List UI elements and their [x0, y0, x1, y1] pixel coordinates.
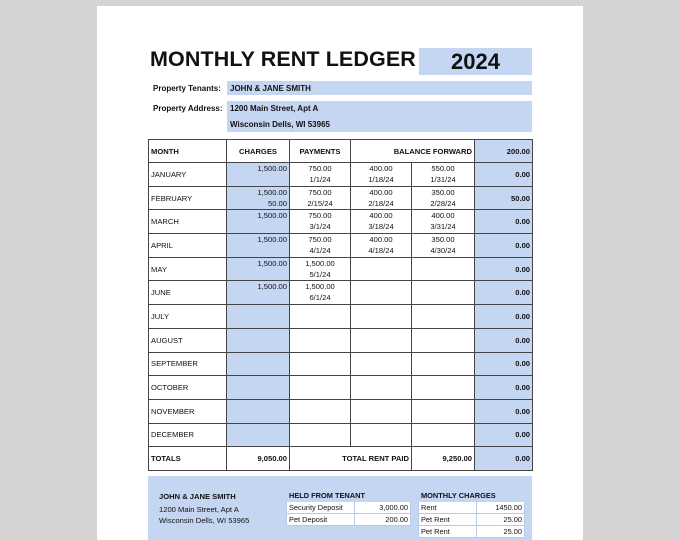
- payment-cell-2-line-1: 400.00: [369, 163, 393, 173]
- held-title: HELD FROM TENANT: [287, 490, 411, 502]
- month-cell: FEBRUARY: [149, 186, 227, 210]
- tenants-label: Property Tenants:: [153, 84, 221, 93]
- payment-cell-1-line-2: 4/1/24: [309, 245, 331, 255]
- payment-cell-1[interactable]: [290, 376, 351, 400]
- payment-cell-3-line-1: 350.00: [431, 187, 455, 197]
- month-cell: MAY: [149, 257, 227, 281]
- header-charges: CHARGES: [227, 140, 290, 163]
- charges-cell[interactable]: [227, 423, 290, 447]
- balance-cell: 50.00: [475, 186, 533, 210]
- month-cell: MARCH: [149, 210, 227, 234]
- month-cell: AUGUST: [149, 328, 227, 352]
- charges-cell[interactable]: [227, 305, 290, 329]
- payment-cell-3[interactable]: [412, 257, 475, 281]
- charges-cell[interactable]: [227, 352, 290, 376]
- payment-cell-3[interactable]: [412, 328, 475, 352]
- footer-address-1: 1200 Main Street, Apt A: [159, 505, 239, 514]
- payment-cell-2-line-2: 3/18/24: [368, 222, 394, 232]
- balance-cell: 0.00: [475, 376, 533, 400]
- year-value: 2024: [451, 48, 500, 74]
- summary-footer: [148, 476, 532, 540]
- totals-row: [149, 447, 533, 471]
- held-item-label: Pet Deposit: [287, 514, 355, 526]
- charges-cell[interactable]: [227, 281, 290, 305]
- monthly-charge-label: Pet Rent: [419, 514, 477, 526]
- payment-cell-1[interactable]: [290, 399, 351, 423]
- footer-address-2: Wisconsin Dells, WI 53965: [159, 516, 250, 525]
- month-cell: SEPTEMBER: [149, 352, 227, 376]
- payment-cell-2[interactable]: [351, 234, 412, 258]
- payment-cell-2[interactable]: [351, 423, 412, 447]
- held-item-row: [287, 514, 411, 526]
- totals-label: TOTALS: [149, 447, 227, 471]
- payment-cell-3-line-2: 3/31/24: [430, 222, 456, 232]
- payment-cell-3[interactable]: [412, 163, 475, 187]
- payment-cell-1[interactable]: [290, 234, 351, 258]
- payment-cell-2[interactable]: [351, 281, 412, 305]
- table-row: [149, 305, 533, 329]
- balance-cell: 0.00: [475, 423, 533, 447]
- table-row: [149, 210, 533, 234]
- month-cell: NOVEMBER: [149, 399, 227, 423]
- monthly-charge-label: Rent: [419, 502, 477, 514]
- monthly-charge-row: [419, 526, 525, 538]
- table-row: [149, 399, 533, 423]
- payment-cell-3[interactable]: [412, 423, 475, 447]
- payment-cell-1[interactable]: [290, 210, 351, 234]
- payment-cell-3-line-1: 400.00: [431, 211, 455, 221]
- payment-cell-1-line-2: 1/1/24: [309, 174, 331, 184]
- payment-cell-1-line-1: 1,500.00: [305, 282, 335, 292]
- payment-cell-3[interactable]: [412, 234, 475, 258]
- month-cell: JANUARY: [149, 163, 227, 187]
- payment-cell-1[interactable]: [290, 186, 351, 210]
- table-row: [149, 352, 533, 376]
- month-cell: JUNE: [149, 281, 227, 305]
- table-row: [149, 234, 533, 258]
- payment-cell-2[interactable]: [351, 210, 412, 234]
- total-rent-paid: 9,250.00: [412, 447, 475, 471]
- month-cell: APRIL: [149, 234, 227, 258]
- charges-cell[interactable]: [227, 210, 290, 234]
- held-item-value[interactable]: 3,000.00: [355, 502, 411, 514]
- payment-cell-3-line-2: 2/28/24: [430, 198, 456, 208]
- address-label: Property Address:: [153, 104, 223, 113]
- payment-cell-1-line-2: 5/1/24: [309, 269, 331, 279]
- payment-cell-2[interactable]: [351, 257, 412, 281]
- balance-cell: 0.00: [475, 210, 533, 234]
- header-payments: PAYMENTS: [290, 140, 351, 163]
- payment-cell-1[interactable]: [290, 423, 351, 447]
- payment-cell-1-line-2: 2/15/24: [307, 198, 333, 208]
- payment-cell-1-line-1: 1,500.00: [305, 258, 335, 268]
- monthly-charges-table: [418, 489, 525, 538]
- payment-cell-1-line-2: 3/1/24: [309, 222, 331, 232]
- monthly-charge-value[interactable]: 25.00: [477, 514, 525, 526]
- payment-cell-1-line-1: 750.00: [308, 234, 332, 244]
- charges-cell-line-1: 1,500.00: [257, 282, 287, 292]
- tenants-field[interactable]: [227, 81, 532, 95]
- year-box: [419, 48, 532, 75]
- payment-cell-2[interactable]: [351, 399, 412, 423]
- charges-cell[interactable]: [227, 328, 290, 352]
- payment-cell-3[interactable]: [412, 186, 475, 210]
- payment-cell-3[interactable]: [412, 281, 475, 305]
- header-month: MONTH: [149, 140, 227, 163]
- payment-cell-1[interactable]: [290, 163, 351, 187]
- month-cell: DECEMBER: [149, 423, 227, 447]
- ledger-page: [97, 6, 583, 540]
- payment-cell-1[interactable]: [290, 328, 351, 352]
- header-balance-forward: BALANCE FORWARD: [351, 140, 475, 163]
- balance-cell: 0.00: [475, 257, 533, 281]
- month-cell: JULY: [149, 305, 227, 329]
- payment-cell-2[interactable]: [351, 163, 412, 187]
- charges-cell-line-1: 1,500.00: [257, 234, 287, 244]
- monthly-charge-row: [419, 514, 525, 526]
- ledger-table: [148, 139, 533, 471]
- payment-cell-3[interactable]: [412, 352, 475, 376]
- charges-cell[interactable]: [227, 163, 290, 187]
- held-item-label: Security Deposit: [287, 502, 355, 514]
- table-row: [149, 257, 533, 281]
- address-line-1: 1200 Main Street, Apt A: [230, 104, 319, 113]
- charges-cell-line-1: 1,500.00: [257, 258, 287, 268]
- payment-cell-2-line-1: 400.00: [369, 211, 393, 221]
- payment-cell-2-line-2: 1/18/24: [368, 174, 394, 184]
- payment-cell-3[interactable]: [412, 305, 475, 329]
- address-field[interactable]: [227, 101, 532, 132]
- balance-cell: 0.00: [475, 328, 533, 352]
- balance-cell: 0.00: [475, 399, 533, 423]
- charges-cell[interactable]: [227, 257, 290, 281]
- table-row: [149, 328, 533, 352]
- payment-cell-3[interactable]: [412, 399, 475, 423]
- tenants-value: JOHN & JANE SMITH: [230, 84, 311, 93]
- table-row: [149, 281, 533, 305]
- payment-cell-1-line-1: 750.00: [308, 187, 332, 197]
- balance-cell: 0.00: [475, 163, 533, 187]
- payment-cell-1[interactable]: [290, 352, 351, 376]
- payment-cell-3-line-1: 550.00: [431, 163, 455, 173]
- payment-cell-3[interactable]: [412, 376, 475, 400]
- payment-cell-2[interactable]: [351, 186, 412, 210]
- monthly-charge-value[interactable]: 25.00: [477, 526, 525, 538]
- charges-cell-line-1: 1,500.00: [257, 163, 287, 173]
- charges-cell-line-1: 1,500.00: [257, 187, 287, 197]
- balance-cell: 0.00: [475, 281, 533, 305]
- payment-cell-3-line-1: 350.00: [431, 234, 455, 244]
- held-item-row: [287, 502, 411, 514]
- charges-cell[interactable]: [227, 186, 290, 210]
- payment-cell-1-line-1: 750.00: [308, 163, 332, 173]
- totals-charges: 9,050.00: [227, 447, 290, 471]
- payment-cell-3-line-2: 1/31/24: [430, 174, 456, 184]
- payment-cell-1-line-2: 6/1/24: [309, 293, 331, 303]
- payment-cell-3[interactable]: [412, 210, 475, 234]
- monthly-charge-label: Pet Rent: [419, 526, 477, 538]
- table-row: [149, 186, 533, 210]
- payment-cell-2-line-2: 4/18/24: [368, 245, 394, 255]
- monthly-charge-row: [419, 502, 525, 514]
- charges-cell[interactable]: [227, 399, 290, 423]
- payment-cell-1[interactable]: [290, 305, 351, 329]
- footer-name: JOHN & JANE SMITH: [159, 492, 236, 501]
- held-from-tenant-table: [286, 489, 411, 526]
- balance-cell: 0.00: [475, 352, 533, 376]
- balance-cell: 0.00: [475, 305, 533, 329]
- payment-cell-2[interactable]: [351, 305, 412, 329]
- payment-cell-1[interactable]: [290, 257, 351, 281]
- payment-cell-2-line-1: 400.00: [369, 187, 393, 197]
- table-row: [149, 376, 533, 400]
- table-header-row: [149, 140, 533, 163]
- table-row: [149, 423, 533, 447]
- charges-cell-line-2: 50.00: [267, 198, 287, 208]
- monthly-charge-value[interactable]: 1450.00: [477, 502, 525, 514]
- header-balance-forward-value: 200.00: [475, 140, 533, 163]
- payment-cell-2-line-1: 400.00: [369, 234, 393, 244]
- charges-cell[interactable]: [227, 234, 290, 258]
- payment-cell-2[interactable]: [351, 328, 412, 352]
- payment-cell-1-line-1: 750.00: [308, 211, 332, 221]
- month-cell: OCTOBER: [149, 376, 227, 400]
- totals-balance: 0.00: [475, 447, 533, 471]
- monthly-title: MONTHLY CHARGES: [419, 490, 525, 502]
- payment-cell-1[interactable]: [290, 281, 351, 305]
- balance-cell: 0.00: [475, 234, 533, 258]
- charges-cell-line-1: 1,500.00: [257, 211, 287, 221]
- payment-cell-2-line-2: 2/18/24: [368, 198, 394, 208]
- payment-cell-3-line-2: 4/30/24: [430, 245, 456, 255]
- address-line-2: Wisconsin Dells, WI 53965: [230, 120, 330, 129]
- charges-cell[interactable]: [227, 376, 290, 400]
- payment-cell-2[interactable]: [351, 352, 412, 376]
- table-row: [149, 163, 533, 187]
- held-item-value[interactable]: 200.00: [355, 514, 411, 526]
- total-rent-paid-label: TOTAL RENT PAID: [290, 447, 412, 471]
- page-title: MONTHLY RENT LEDGER: [150, 47, 416, 71]
- payment-cell-2[interactable]: [351, 376, 412, 400]
